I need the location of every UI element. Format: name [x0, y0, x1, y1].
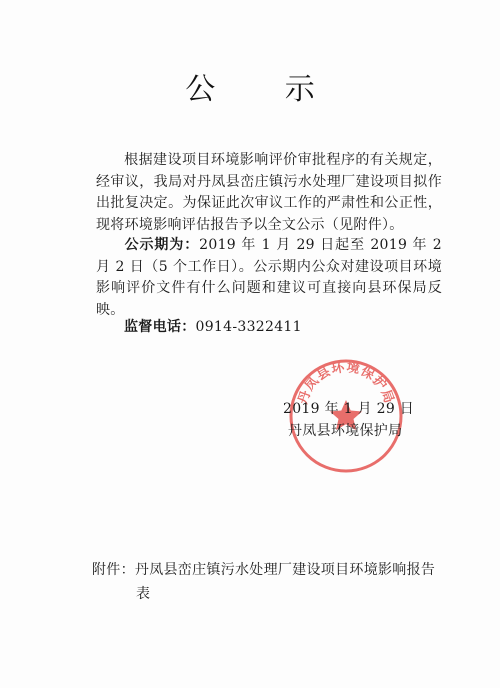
- attachment-line: 附件：丹凤县峦庄镇污水处理厂建设项目环境影响报告: [92, 562, 436, 578]
- body-paragraph: [96, 150, 442, 236]
- signature-organization: 丹凤县环境保护局: [288, 423, 403, 439]
- body-paragraph-text: 根据建设项目环境影响评价审批程序的有关规定，经审议，我局对丹凤县峦庄镇污水处理厂建设项目拟作出批复决定。为保证此次审议工作的严肃性和公正性，现将环境影响评估报告予以全文公示（见附件）。: [96, 152, 442, 233]
- notice-paragraph: [96, 235, 442, 321]
- supervision-hotline: [124, 316, 302, 336]
- notice-label: 公示期为：: [124, 237, 200, 253]
- page-title: 公 示: [185, 72, 345, 107]
- attachment-line-continued: 表: [136, 586, 151, 602]
- signature-date: 2019 年 1 月 29 日: [283, 401, 415, 417]
- notice-text: 2019 年 1 月 29 日起至 2019 年 2 月 2 日（5 个工作日）。公示期内公众对建设项目环境影响评价文件有什么问题和建议可直接向县环保局反映。: [96, 237, 443, 318]
- hotline-number: 0914-3322411: [195, 319, 302, 335]
- hotline-label: 监督电话：: [124, 319, 196, 335]
- seal-text: 丹凤县环境保护局: [295, 360, 397, 407]
- attachment-note: [92, 558, 442, 606]
